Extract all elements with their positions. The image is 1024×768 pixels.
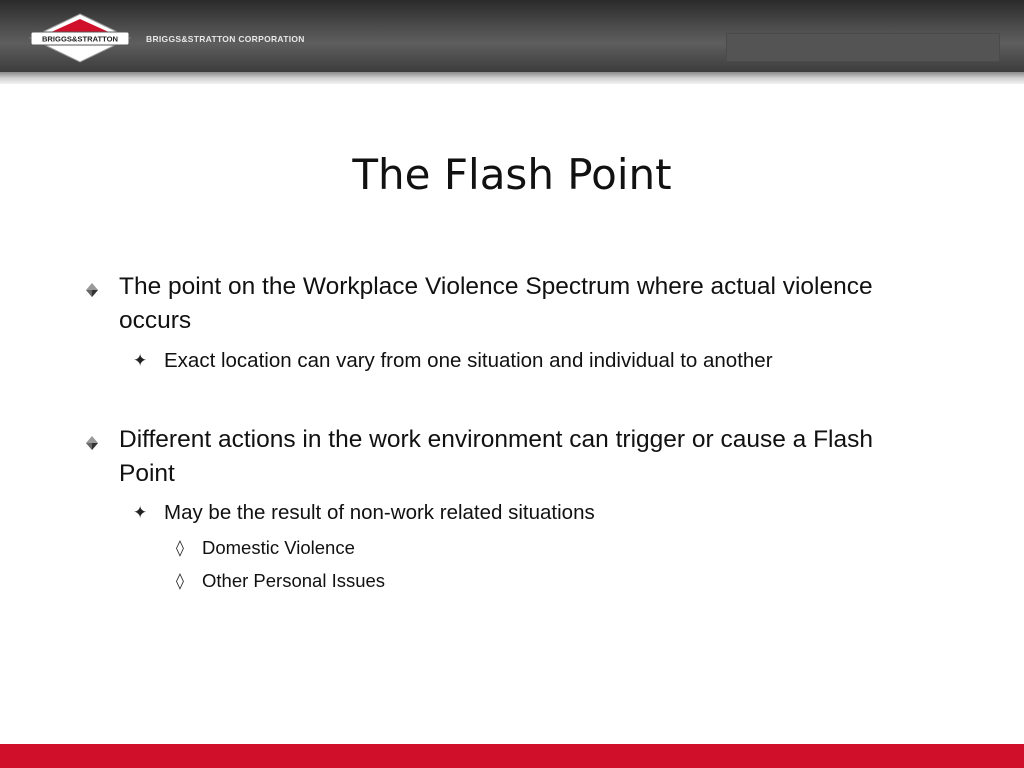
header-bar <box>0 0 1024 72</box>
svg-text:BRIGGS&STRATTON: BRIGGS&STRATTON <box>41 34 119 44</box>
four-point-star-icon: ✦ <box>133 351 148 371</box>
header-placeholder-box <box>726 33 1000 62</box>
slide-title: The Flash Point <box>352 150 672 199</box>
company-name: BRIGGS&STRATTON CORPORATION <box>146 34 305 44</box>
bullet-level1: Different actions in the work environment can trigger or cause a Flash Point <box>119 426 873 487</box>
arrow-diamond-icon <box>86 436 98 450</box>
four-point-star-icon: ✦ <box>133 503 148 523</box>
bullet-level1: The point on the Workplace Violence Spectrum where actual violence occurs <box>119 273 873 334</box>
diamond-outline-icon: ◊ <box>176 571 184 590</box>
briggs-stratton-logo <box>27 13 133 63</box>
bullet-level2: Exact location can vary from one situation and individual to another <box>164 349 773 372</box>
header-underline <box>0 72 1024 84</box>
bullet-level2: May be the result of non-work related situations <box>164 501 595 524</box>
diamond-outline-icon: ◊ <box>176 538 184 557</box>
bullet-level3: Domestic Violence <box>202 537 355 558</box>
footer-bar <box>0 744 1024 768</box>
bullet-level3: Other Personal Issues <box>202 570 386 591</box>
arrow-diamond-icon <box>86 283 98 297</box>
